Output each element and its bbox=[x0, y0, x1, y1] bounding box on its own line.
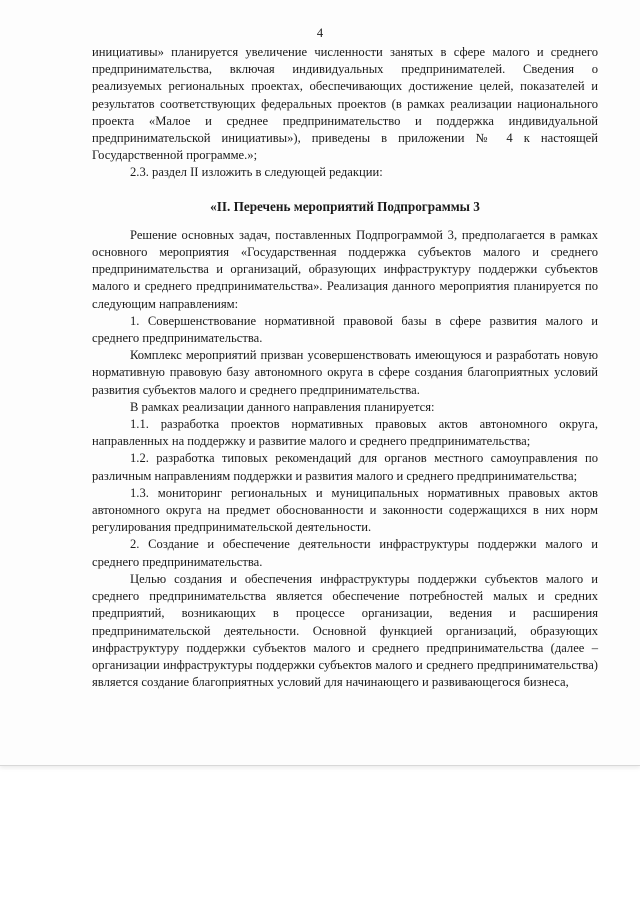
paragraph-amendment-2-3: 2.3. раздел II изложить в следующей редакции: bbox=[130, 165, 383, 180]
paragraph-infrastructure: Целью создания и обеспечения инфраструктуры поддержки субъектов малого и среднего предпринимательства является обеспечение потребностей малых и средних предприятий, возникающих в процессе организации, ведения и расширения предпринимательской деятельности. Основной функцией организаций, образующих инфраструктуру поддержки субъектов малого и среднего предпринимательства (далее – организации инфраструктуры поддержки субъектов малого и среднего предпринимательства) является создание благоприятных условий для начинающего и развивающегося бизнеса, bbox=[92, 571, 598, 690]
paragraph-complex: Комплекс мероприятий призван усовершенствовать имеющуюся и разработать новую нормативную правовую базу автономного округа в сфере создания благоприятных условий развития субъектов малого и среднего предпринимательства. bbox=[92, 348, 598, 397]
section-heading: «II. Перечень мероприятий Подпрограммы 3 bbox=[210, 198, 480, 214]
paragraph-direction-2: 2. Создание и обеспечение деятельности инфраструктуры поддержки малого и среднего предпринимательства. bbox=[92, 537, 598, 569]
paragraph-planned: В рамках реализации данного направления планируется: bbox=[130, 399, 435, 414]
document-body bbox=[92, 44, 598, 691]
paragraph-item-1-2: 1.2. разработка типовых рекомендаций для органов местного самоуправления по различным направлениям поддержки и развития малого и среднего предпринимательства; bbox=[92, 451, 598, 483]
paragraph-item-1-1: 1.1. разработка проектов нормативных правовых актов автономного округа, направленных на поддержку и развитие малого и среднего предпринимательства; bbox=[92, 417, 598, 449]
paragraph-item-1-3: 1.3. мониторинг региональных и муниципальных нормативных правовых актов автономного округа на предмет обоснованности и законности содержащихся в них норм регулирования предпринимательской деятельности. bbox=[92, 485, 598, 535]
paragraph-continuation: инициативы» планируется увеличение численности занятых в сфере малого и среднего предпринимательства, включая индивидуальных предпринимателей. Сведения о реализуемых региональных проектах, обеспечивающих достижение целей, показателей и результатов соответствующих федеральных проектов (в рамках реализации национального проекта «Малое и среднее предпринимательство и поддержка индивидуальной предпринимательской инициативы»), приведены в приложении № 4 к настоящей Государственной программе.»; bbox=[92, 45, 598, 163]
page-number: 4 bbox=[316, 26, 324, 40]
paragraph-intro: Решение основных задач, поставленных Подпрограммой 3, предполагается в рамках основного мероприятия «Государственная поддержка субъектов малого и среднего предпринимательства и организаций, образующих инфраструктуру поддержки субъектов малого и среднего предпринимательства». Реализация данного мероприятия планируется по следующим направлениям: bbox=[92, 227, 598, 311]
paragraph-direction-1: 1. Совершенствование нормативной правовой базы в сфере развития малого и среднего предпринимательства. bbox=[92, 313, 598, 346]
